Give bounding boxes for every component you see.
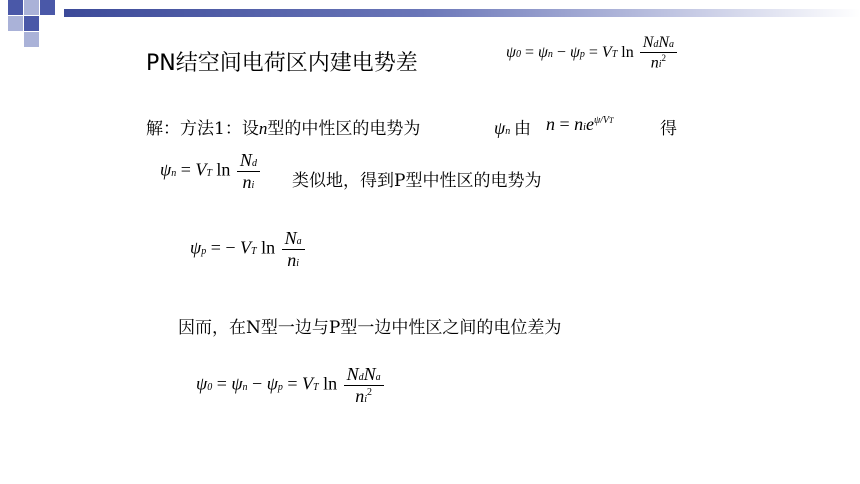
psi-n-formula: ψn = VT ln $\frac{Nd}{ni}$ [160, 150, 262, 193]
corner-square-6 [24, 32, 39, 47]
psi-0-formula: ψ0 = ψn − ψp = VT ln $\frac{\text{NdNa}}{ni^2}$ [196, 364, 386, 407]
title-formula: ψ0 = ψn − ψp = VT ln $\frac{\text{NdNa}}{ni^2}$ [506, 34, 679, 72]
from-word: 由 [514, 119, 531, 139]
psi-p-formula: ψp = − VT ln $\frac{Na}{ni}$ [190, 228, 307, 271]
corner-square-2 [24, 0, 39, 15]
psi-n-symbol: ψn [494, 118, 511, 138]
corner-square-4 [8, 16, 23, 31]
solution-intro: 解：方法1：设 [146, 119, 259, 139]
header-bar [64, 9, 860, 17]
solution-rest: 型的中性区的电势为 [267, 119, 421, 139]
page-title: PN结空间电荷区内建电势差 [146, 51, 418, 76]
similarly-text: 类似地，得到P型中性区的电势为 [292, 171, 542, 191]
corner-square-5 [24, 16, 39, 31]
density-formula: n = nie$^{\psi/VT}$ [546, 114, 614, 134]
solution-line: 解：方法1：设n型的中性区的电势为 [146, 119, 421, 139]
obtain-word: 得 [660, 119, 677, 139]
corner-square-3 [40, 0, 55, 15]
corner-square-1 [8, 0, 23, 15]
therefore-text: 因而，在N型一边与P型一边中性区之间的电位差为 [178, 318, 562, 338]
